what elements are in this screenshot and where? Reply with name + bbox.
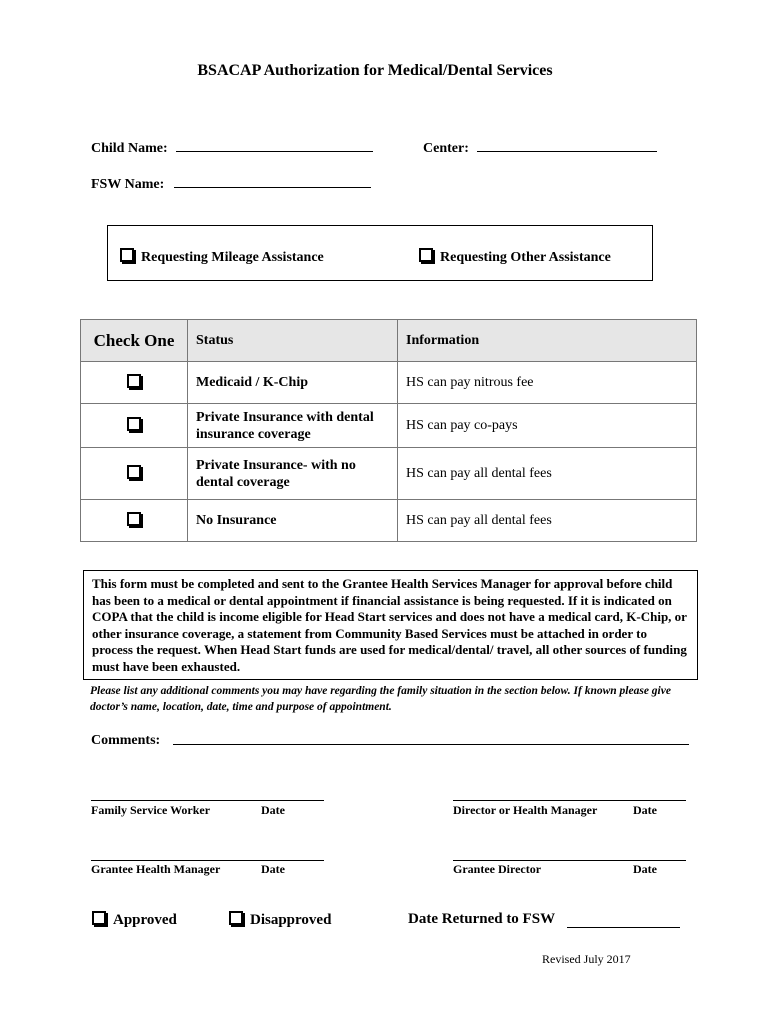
insurance-status-table xyxy=(80,319,697,542)
row-check-cell xyxy=(81,448,188,500)
child-name-label: Child Name: xyxy=(91,141,168,156)
checkbox-icon[interactable] xyxy=(127,465,141,479)
other-checkbox-icon[interactable] xyxy=(419,248,433,262)
checkbox-icon[interactable] xyxy=(127,374,141,388)
disapproved-option[interactable] xyxy=(229,911,331,929)
header-status: Status xyxy=(188,320,398,362)
disapproved-checkbox-icon[interactable] xyxy=(229,911,243,925)
table-row xyxy=(81,404,697,448)
form-title: BSACAP Authorization for Medical/Dental Services xyxy=(197,62,553,79)
mileage-checkbox-icon[interactable] xyxy=(120,248,134,262)
fsw-name-row xyxy=(91,173,371,193)
director-date-label: Date xyxy=(633,803,657,817)
fsw-name-label: FSW Name: xyxy=(91,177,165,192)
table-row xyxy=(81,500,697,542)
mileage-option[interactable] xyxy=(120,248,324,266)
header-check-one: Check One xyxy=(81,320,188,362)
child-name-row xyxy=(91,137,373,157)
comments-field[interactable] xyxy=(173,743,689,745)
row-status: Medicaid / K-Chip xyxy=(188,362,398,404)
director-signature-line[interactable] xyxy=(453,799,686,801)
row-information: HS can pay nitrous fee xyxy=(398,362,697,404)
comments-label: Comments: xyxy=(91,733,161,748)
fsw-signature-line[interactable] xyxy=(91,799,324,801)
disapproved-label: Disapproved xyxy=(250,912,332,928)
fsw-name-field[interactable] xyxy=(174,173,371,188)
table-row xyxy=(81,448,697,500)
approved-label: Approved xyxy=(113,912,177,928)
notice-box: This form must be completed and sent to the Grantee Health Services Manager for approval before child has been to a medical or dental appointment if financial assistance is being requested. If it is indicated on COPA that the child is income eligible for Head Start services and does not have a medical card, K-Chip, or other insurance coverage, a statement from Community Based Services must be attached in order to process the request. When Head Start funds are used for medical/dental/ travel, all other sources of funding must have been exhausted. xyxy=(83,570,698,680)
table-header-row xyxy=(81,320,697,362)
center-field[interactable] xyxy=(477,137,657,152)
row-information: HS can pay co-pays xyxy=(398,404,697,448)
fsw-signature-label: Family Service Worker xyxy=(91,803,211,817)
ghm-signature-line[interactable] xyxy=(91,859,324,861)
table-row xyxy=(81,362,697,404)
mileage-label: Requesting Mileage Assistance xyxy=(141,250,324,265)
checkbox-icon[interactable] xyxy=(127,512,141,526)
approved-checkbox-icon[interactable] xyxy=(92,911,106,925)
revised-date: Revised July 2017 xyxy=(542,952,631,966)
gd-signature-line[interactable] xyxy=(453,859,686,861)
row-check-cell xyxy=(81,500,188,542)
fsw-date-label: Date xyxy=(261,803,285,817)
ghm-signature-label: Grantee Health Manager xyxy=(91,862,221,876)
gd-signature-label: Grantee Director xyxy=(453,862,542,876)
other-label: Requesting Other Assistance xyxy=(440,250,611,265)
other-option[interactable] xyxy=(419,248,611,266)
child-name-field[interactable] xyxy=(176,137,373,152)
date-returned-label: Date Returned to FSW xyxy=(408,911,556,927)
row-status: Private Insurance with dental insurance coverage xyxy=(188,404,398,448)
date-returned-field[interactable] xyxy=(567,926,680,928)
checkbox-icon[interactable] xyxy=(127,417,141,431)
header-information: Information xyxy=(398,320,697,362)
row-information: HS can pay all dental fees xyxy=(398,448,697,500)
gd-date-label: Date xyxy=(633,862,657,876)
row-check-cell xyxy=(81,404,188,448)
row-status: No Insurance xyxy=(188,500,398,542)
row-status: Private Insurance- with no dental coverage xyxy=(188,448,398,500)
instruction-note: Please list any additional comments you may have regarding the family situation in the section below. If known please give doctor’s name, location, date, time and purpose of appointment. xyxy=(90,685,671,713)
ghm-date-label: Date xyxy=(261,862,285,876)
row-check-cell xyxy=(81,362,188,404)
center-row xyxy=(423,137,657,157)
row-information: HS can pay all dental fees xyxy=(398,500,697,542)
approved-option[interactable] xyxy=(92,911,177,929)
center-label: Center: xyxy=(423,141,469,156)
director-signature-label: Director or Health Manager xyxy=(453,803,598,817)
